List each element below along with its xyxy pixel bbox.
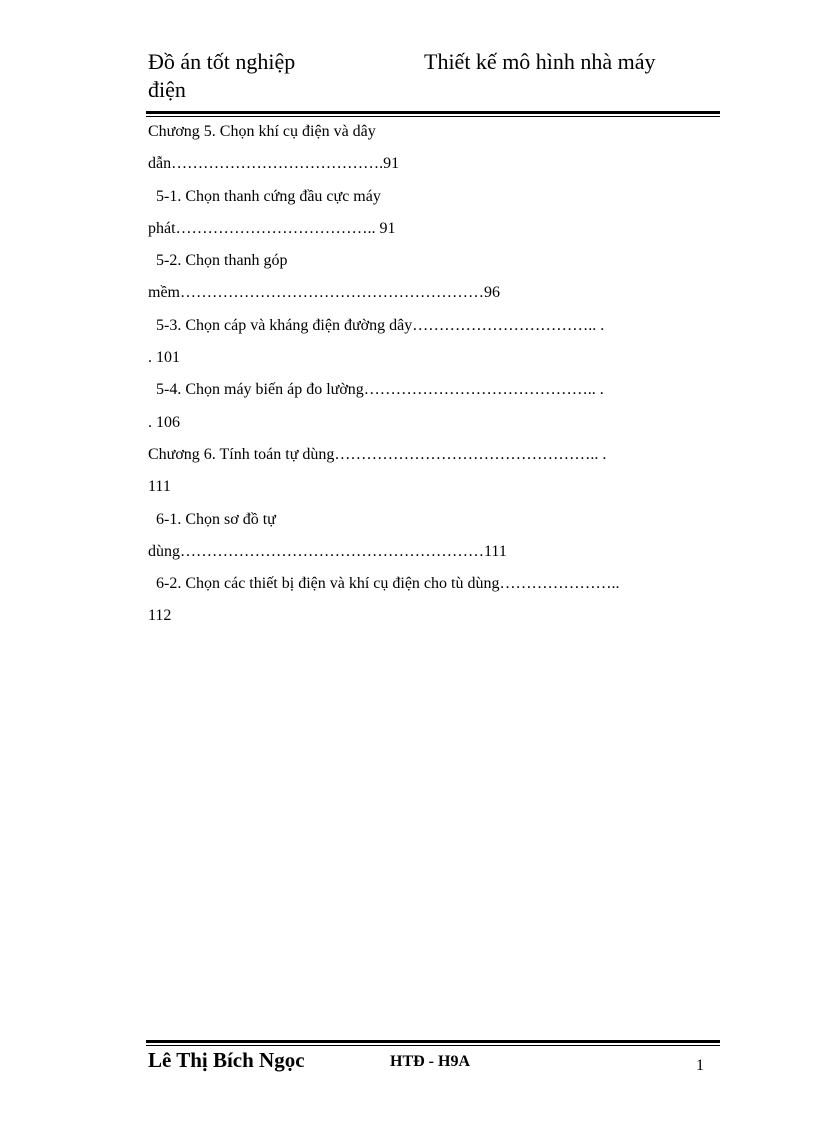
header-left-line1: Đồ án tốt nghiệp — [148, 49, 296, 74]
header-left — [148, 48, 295, 104]
footer-author: Lê Thị Bích Ngọc — [148, 1048, 305, 1072]
toc-line: 6-2. Chọn các thiết bị điện và khí cụ điện cho tù dùng………………….. — [156, 575, 620, 593]
toc-line: 5-1. Chọn thanh cứng đầu cực máy — [156, 187, 381, 205]
header-right: Thiết kế mô hình nhà máy — [424, 49, 656, 74]
toc-line: dẫn………………………………….91 — [148, 155, 400, 173]
toc-line: Chương 5. Chọn khí cụ điện và dây — [148, 123, 376, 140]
table-of-contents — [148, 116, 720, 633]
toc-line: 6-1. Chọn sơ đồ tự — [156, 510, 276, 528]
toc-line: . 106 — [148, 413, 180, 431]
toc-line: mềm…………………………………………………96 — [148, 284, 500, 302]
toc-line: Chương 6. Tính toán tự dùng………………………………………….. . — [148, 445, 607, 463]
header-left-line2: điện — [148, 77, 186, 102]
toc-line: 5-4. Chọn máy biến áp đo lường…………………………………….. . — [156, 381, 604, 399]
toc-line: 5-3. Chọn cáp và kháng điện đường dây…………………………….. . — [156, 316, 605, 334]
toc-line: . 101 — [148, 349, 180, 367]
footer-divider — [146, 1040, 720, 1046]
toc-line: 5-2. Chọn thanh góp — [156, 252, 288, 270]
toc-line: 112 — [148, 607, 172, 625]
toc-line: 111 — [148, 478, 171, 496]
toc-line: phát……………………………….. 91 — [148, 219, 396, 237]
toc-line: dùng…………………………………………………111 — [148, 542, 507, 560]
page-number: 1 — [696, 1057, 704, 1074]
footer-class: HTĐ - H9A — [390, 1053, 470, 1070]
